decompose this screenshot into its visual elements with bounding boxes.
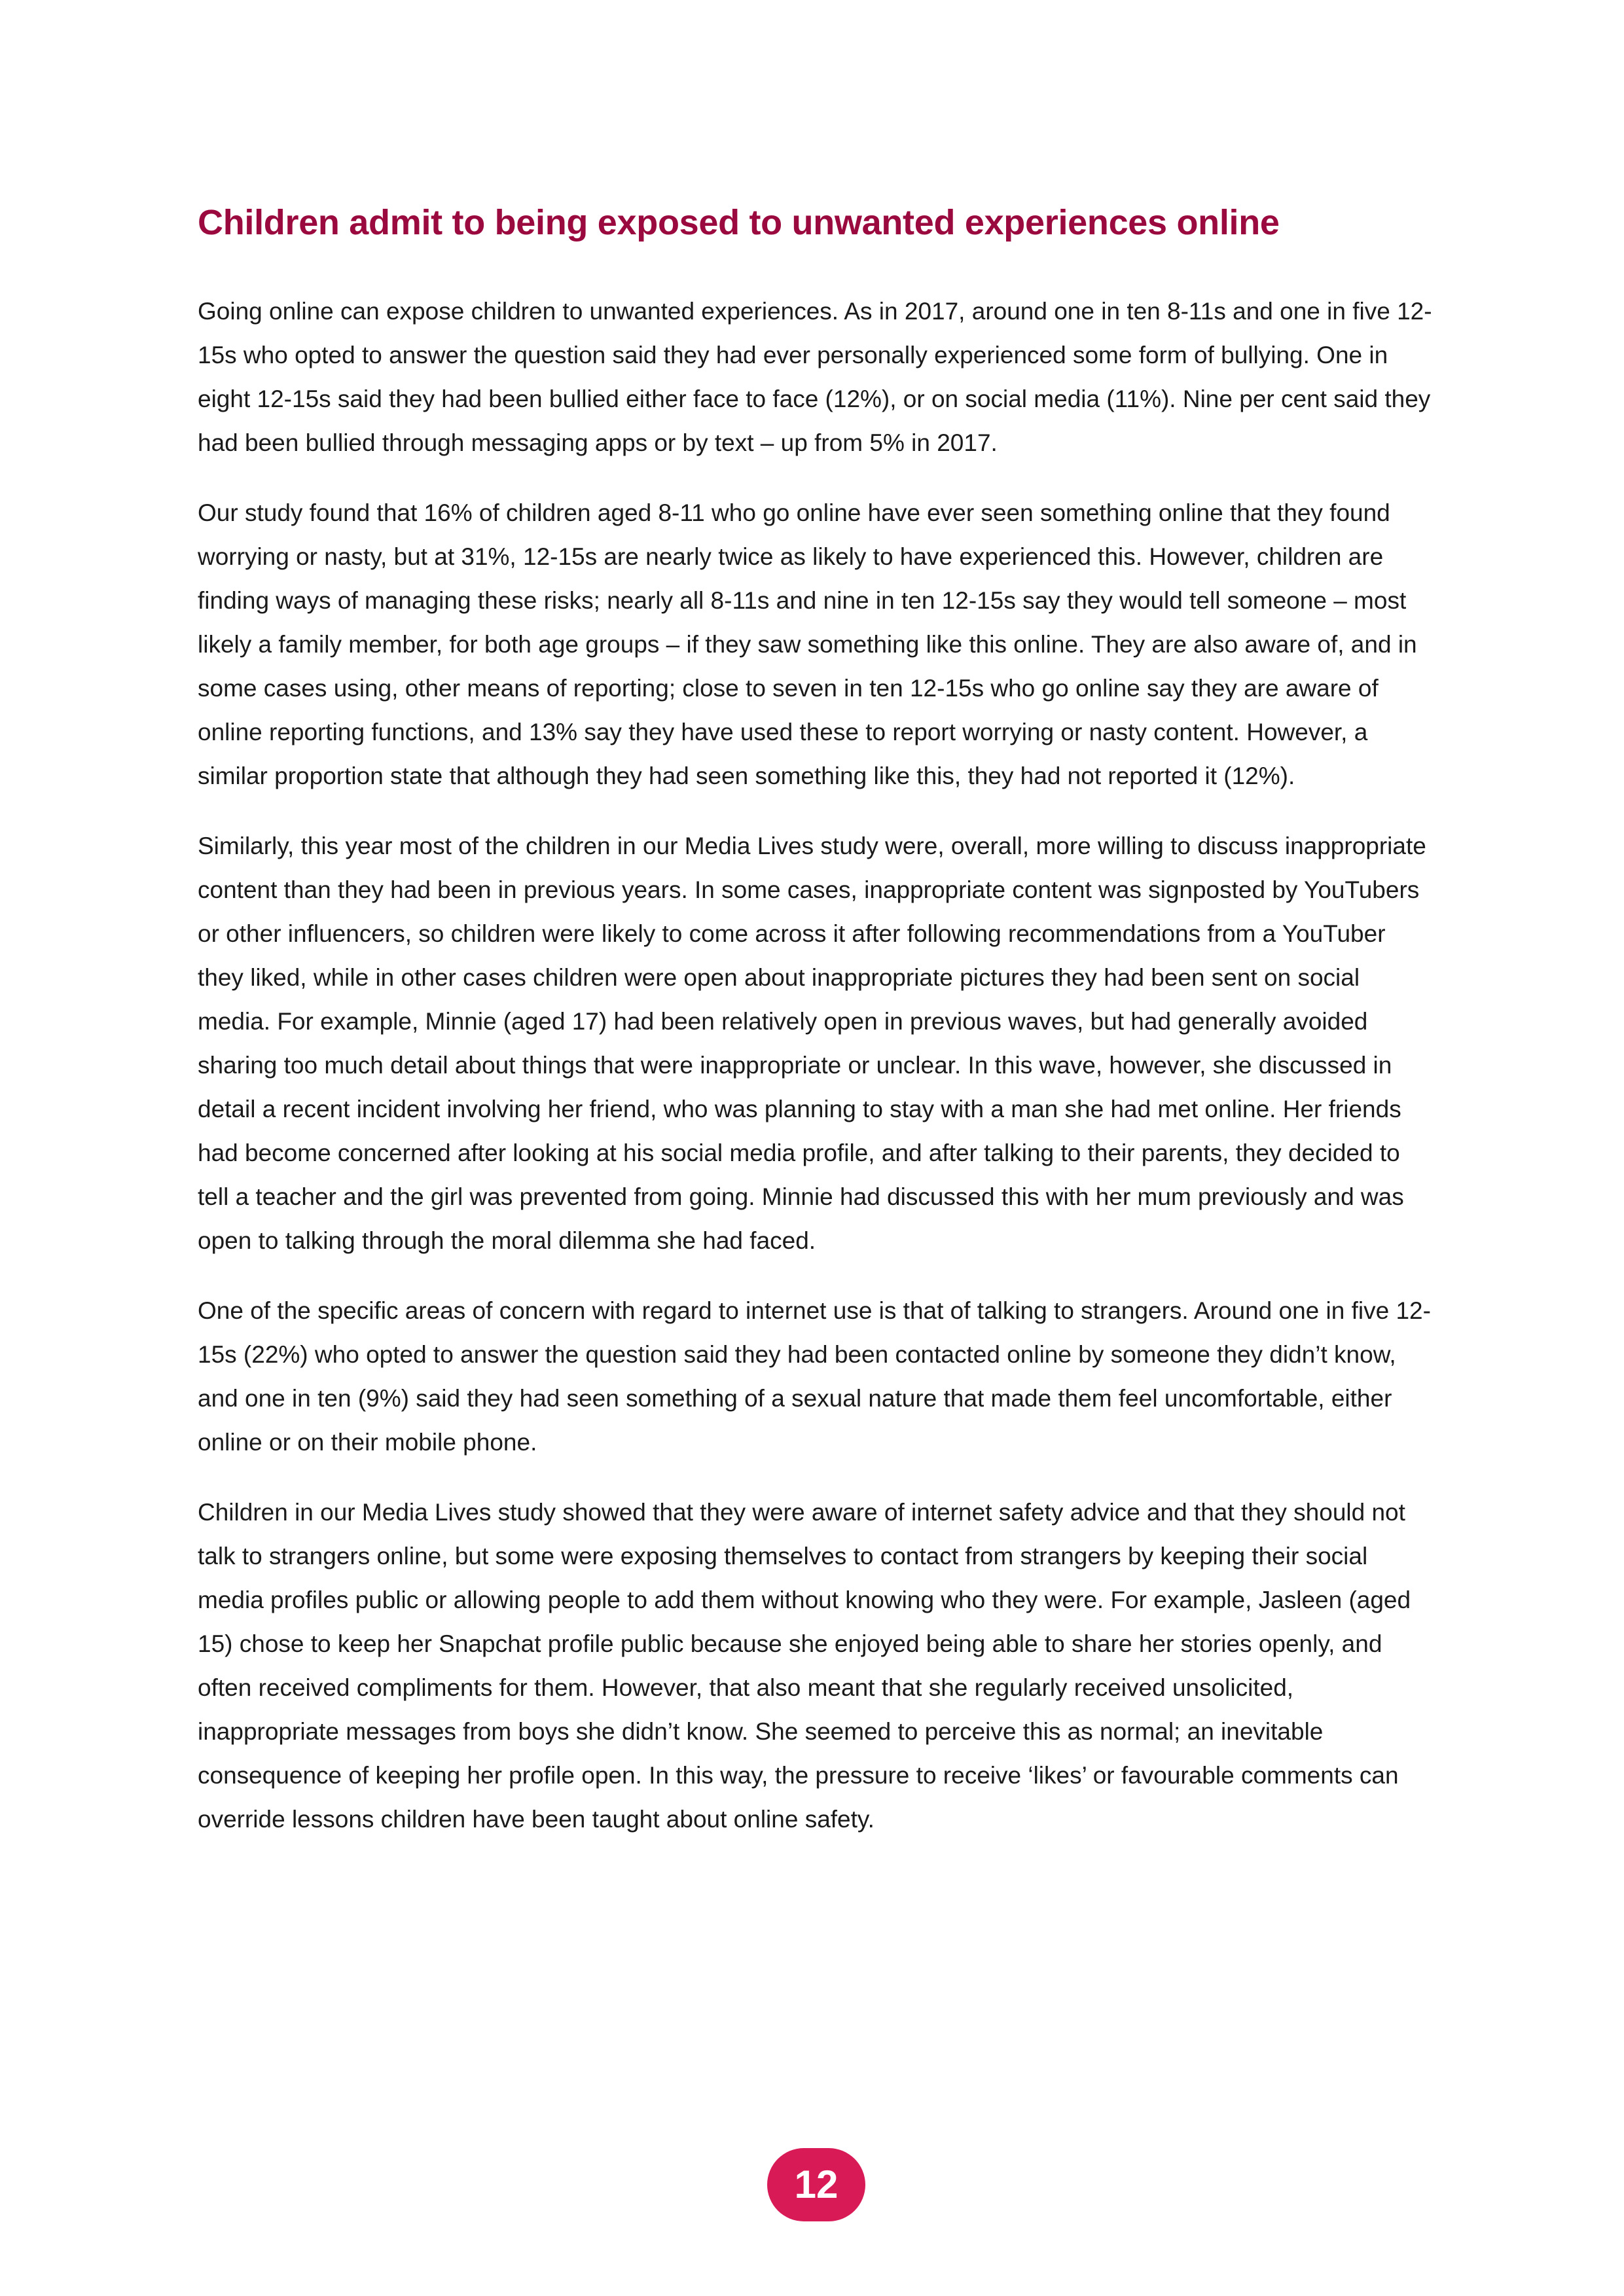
paragraph-media-lives-inappropriate-content: Similarly, this year most of the children in our Media Lives study were, overall, more willing to discuss inappropriate content than they had been in previous years. In some cases, inappropriate content was signposted by YouTubers or other influencers, so children were likely to come across it after following recommendations from a YouTuber they liked, while in other cases children were open about inappropriate pictures they had been sent on social media. For example, Minnie (aged 17) had been relatively open in previous waves, but had generally avoided sharing too much detail about things that were inappropriate or unclear. In this wave, however, she discussed in detail a recent incident involving her friend, who was planning to stay with a man she had met online. Her friends had become concerned after looking at his social media profile, and after talking to their parents, they decided to tell a teacher and the girl was prevented from going. Minnie had discussed this with her mum previously and was open to talking through the moral dilemma she had faced. [198,833,1426,1254]
section-heading: Children admit to being exposed to unwanted experiences online [198,203,1280,242]
paragraph-bullying: Going online can expose children to unwanted experiences. As in 2017, around one in ten 8-11s and one in five 12-15s who opted to answer the question said they had ever personally experienced some form of bullying. One in eight 12-15s said they had been bullied either face to face (12%), or on social media (11%). Nine per cent said they had been bullied through messaging apps or by text – up from 5% in 2017. [198,298,1432,456]
page-number-badge: 12 [767,2148,865,2221]
paragraph-worrying-content: Our study found that 16% of children aged 8-11 who go online have ever seen something online that they found worrying or nasty, but at 31%, 12-15s are nearly twice as likely to have experienced this. However, children are finding ways of managing these risks; nearly all 8-11s and nine in ten 12-15s say they would tell someone – most likely a family member, for both age groups – if they saw something like this online. They are also aware of, and in some cases using, other means of reporting; close to seven in ten 12-15s who go online say they are aware of online reporting functions, and 13% say they have used these to report worrying or nasty content. However, a similar proportion state that although they had seen something like this, they had not reported it (12%). [198,499,1417,789]
paragraph-talking-to-strangers: One of the specific areas of concern with regard to internet use is that of talking to strangers. Around one in five 12-15s (22%) who opted to answer the question said they had been contacted online by someone they didn’t know, and one in ten (9%) said they had seen something of a sexual nature that made them feel uncomfortable, either online or on their mobile phone. [198,1297,1431,1456]
paragraph-internet-safety-advice: Children in our Media Lives study showed that they were aware of internet safety advice and that they should not talk to strangers online, but some were exposing themselves to contact from strangers by keeping their social media profiles public or allowing people to add them without knowing who they were. For example, Jasleen (aged 15) chose to keep her Snapchat profile public because she enjoyed being able to share her stories openly, and often received compliments for them. However, that also meant that she regularly received unsolicited, inappropriate messages from boys she didn’t know. She seemed to perceive this as normal; an inevitable consequence of keeping her profile open. In this way, the pressure to receive ‘likes’ or favourable comments can override lessons children have been taught about online safety. [198,1499,1411,1833]
page-content [198,196,1435,1867]
